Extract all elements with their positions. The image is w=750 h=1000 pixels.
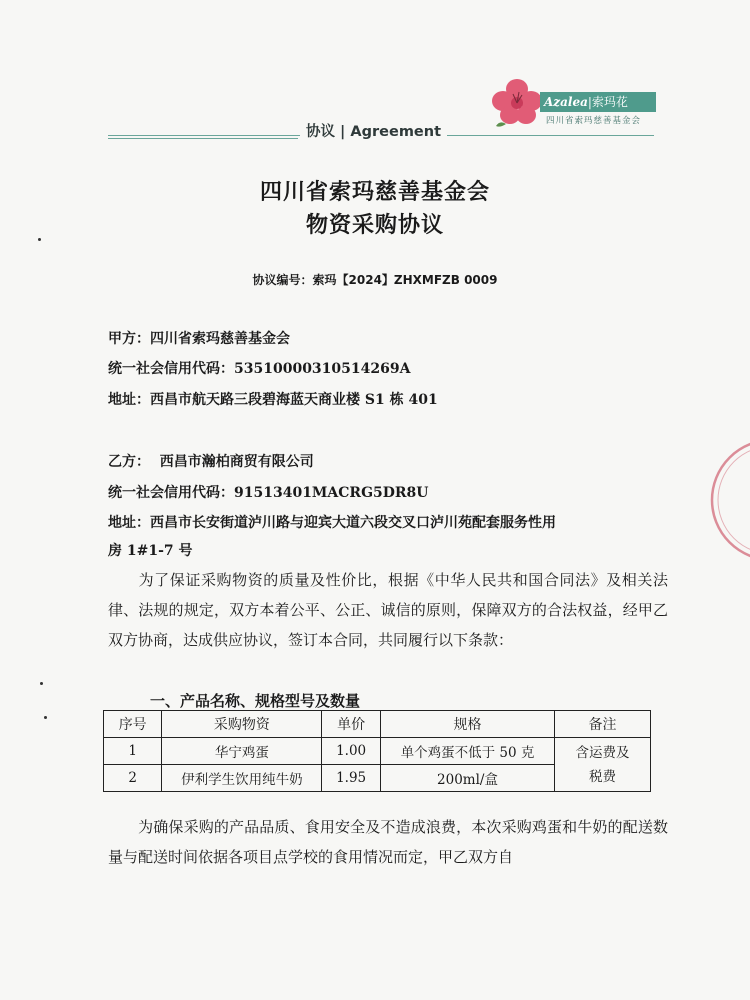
header-band [108, 118, 654, 140]
header-cell: 单价 [322, 711, 381, 738]
section1-heading: 一、产品名称、规格型号及数量 [150, 692, 361, 710]
preamble-paragraph [108, 565, 668, 655]
agreement-number: 协议编号：索玛【2024】ZHXMFZB 0009 [252, 273, 498, 287]
party-a-address: 地址：西昌市航天路三段碧海蓝天商业楼 S1 栋 401 [108, 392, 438, 408]
table-cell: 200ml/盒 [380, 765, 554, 792]
speck [44, 716, 47, 719]
closing-paragraph [108, 812, 668, 872]
speck [38, 238, 41, 241]
table-row [104, 738, 651, 765]
party-a-credit-code: 统一社会信用代码：53510000310514269A [108, 361, 411, 377]
remark-line1: 含运费及 [575, 744, 630, 761]
product-table [103, 710, 651, 792]
party-b-name: 乙方： 西昌市瀚柏商贸有限公司 [108, 454, 314, 470]
table-cell: 2 [104, 765, 162, 792]
table-cell: 单个鸡蛋不低于 50 克 [380, 738, 554, 765]
remark-line2: 税费 [589, 768, 617, 785]
header-cell: 规格 [380, 711, 554, 738]
partial-seal-stamp [700, 430, 750, 570]
table-cell: 华宁鸡蛋 [162, 738, 322, 765]
party-b-credit-code: 统一社会信用代码：91513401MACRG5DR8U [108, 485, 429, 501]
remark-cell [555, 738, 651, 792]
doc-title-line2: 物资采购协议 [305, 213, 444, 238]
party-a-name: 甲方：四川省索玛慈善基金会 [108, 331, 290, 347]
doc-title-line1: 四川省索玛慈善基金会 [259, 180, 490, 205]
preamble-text: 为了保证采购物资的质量及性价比，根据《中华人民共和国合同法》及相关法律、法规的规定，双方本着公平、公正、诚信的原则，保障双方的合法权益，经甲乙双方协商，达成供应协议，签订本合同，共同履行以下条款： [108, 571, 668, 649]
party-b-address-line2: 房 1#1-7 号 [108, 543, 193, 559]
closing-text: 为确保采购的产品品质、食用安全及不造成浪费，本次采购鸡蛋和牛奶的配送数量与配送时间依据各项目点学校的食用情况而定，甲乙双方自 [108, 818, 668, 866]
header-cell: 备注 [555, 711, 651, 738]
party-b-address-line1: 地址：西昌市长安街道泸川路与迎宾大道六段交叉口泸川苑配套服务性用 [108, 515, 556, 531]
speck [40, 682, 43, 685]
table-cell: 伊利学生饮用纯牛奶 [162, 765, 322, 792]
band-line-lower [108, 138, 298, 139]
header-cell: 采购物资 [162, 711, 322, 738]
header-cell: 序号 [104, 711, 162, 738]
table-header-row [104, 711, 651, 738]
logo-brand: Azalea|索玛花 [540, 92, 656, 112]
table-cell: 1 [104, 738, 162, 765]
logo-subtitle: 四川省索玛慈善基金会 [546, 116, 642, 126]
table-cell: 1.95 [322, 765, 381, 792]
agreement-label: 协议 | Agreement [300, 120, 447, 141]
table-cell: 1.00 [322, 738, 381, 765]
